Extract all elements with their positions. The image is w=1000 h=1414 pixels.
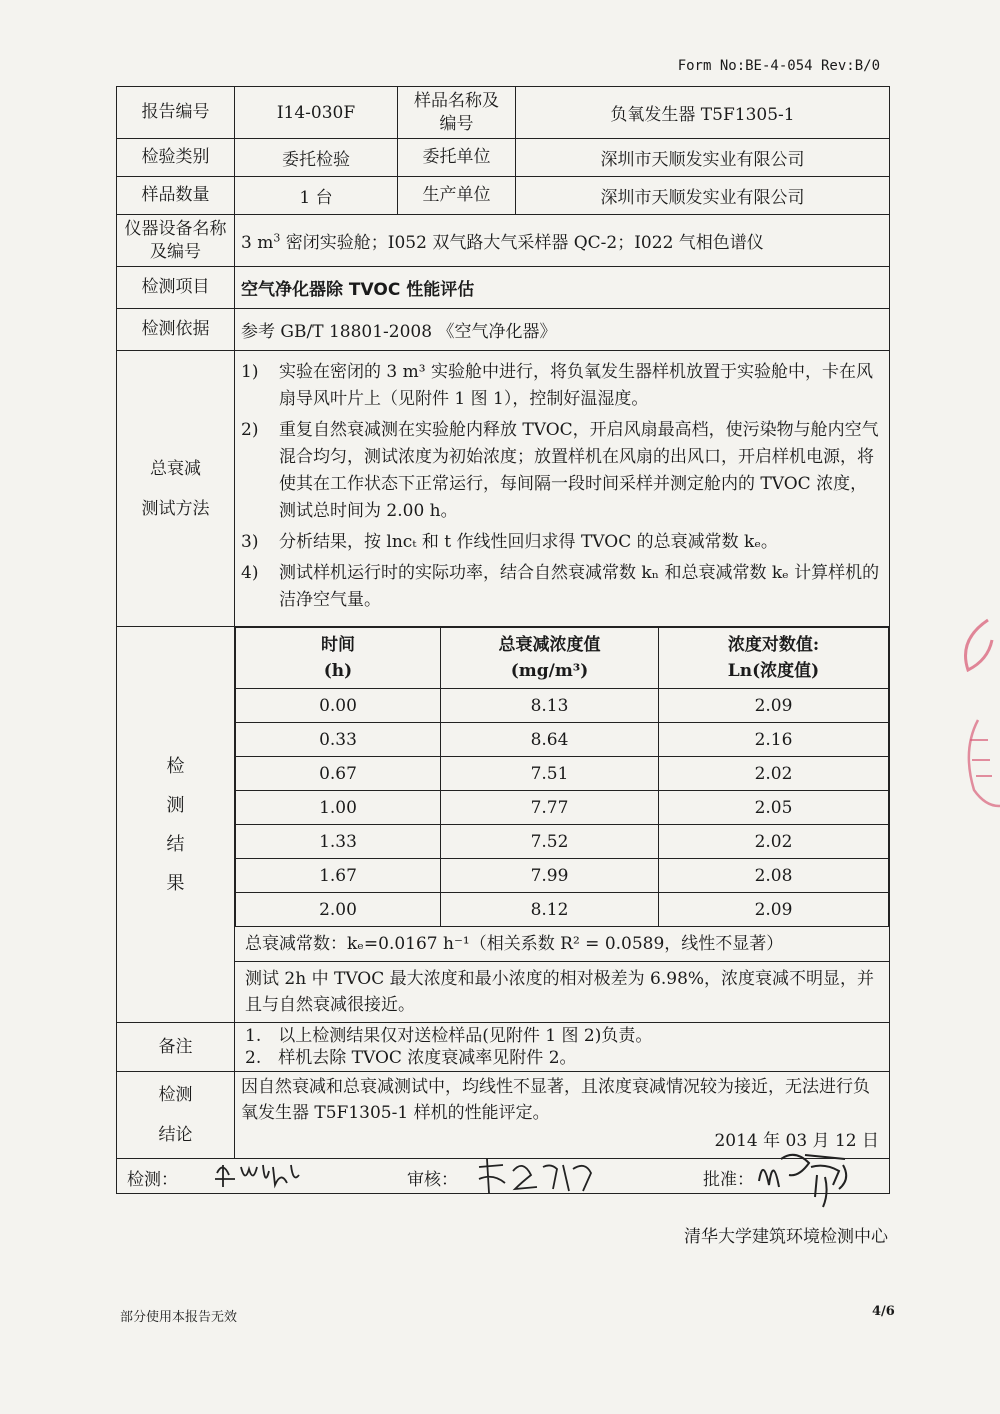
footer-note: 部分使用本报告无效 [120,1310,238,1325]
signatures [117,1159,890,1194]
time-cell: 1.33 [236,825,441,859]
method-step [241,529,883,556]
time-cell: 2.00 [236,893,441,927]
concentration-cell: 7.52 [441,825,659,859]
conclusion-label [117,1072,235,1159]
table-row [236,757,889,791]
concentration-cell: 8.64 [441,723,659,757]
conclusion-label-2: 结论 [158,1125,193,1145]
row-report-no [117,87,890,139]
method-step [241,417,883,525]
row-remarks [117,1023,890,1072]
concentration-cell: 8.12 [441,893,659,927]
approved-signature [755,1145,875,1215]
client: 深圳市天顺发实业有限公司 [516,139,890,177]
form-number: Form No:BE-4-054 Rev:B/0 [677,58,880,74]
inspection-type: 委托检验 [235,139,398,177]
basis: 参考 GB/T 18801-2008 《空气净化器》 [235,309,890,351]
row-basis [117,309,890,351]
approved-label: 批准： [703,1170,754,1190]
concentration-cell: 7.77 [441,791,659,825]
method-step-text: 重复自然衰减测在实验舱内释放 TVOC，开启风扇最高档，使污染物与舱内空气混合均匀，测试浓度为初始浓度；放置样机在风扇的出风口，开启样机电源，将使其在工作状态下正常运行，每间隔一段时间采样并测定舱内的 TVOC 浓度，测试总时间为 2.00 h。 [279,420,879,521]
row-inspection-type [117,139,890,177]
row-sample-qty [117,177,890,215]
conclusion-text: 因自然衰减和总衰减测试中，均线性不显著，且浓度衰减情况较为接近，无法进行负氧发生器 T5F1305-1 样机的性能评定。 [241,1077,870,1123]
sample-qty: 1 台 [235,177,398,215]
ln-cell: 2.09 [659,689,889,723]
sample-name-label: 样品名称及编号 [398,87,516,139]
table-row [236,723,889,757]
results-summary: 测试 2h 中 TVOC 最大浓度和最小浓度的相对极差为 6.98%，浓度衰减不明显，并且与自然衰减很接近。 [245,969,875,1015]
method-step-number: 2) [241,420,259,440]
remarks-label: 备注 [117,1023,235,1072]
method-step-number: 4) [241,563,259,583]
method-steps [241,355,883,622]
sample-qty-label: 样品数量 [117,177,235,215]
table-row [236,791,889,825]
concentration-cell: 8.13 [441,689,659,723]
table-row [236,825,889,859]
method-step-number: 1) [241,362,259,382]
remark-item: 2. 样机去除 TVOC 浓度衰减率见附件 2。 [245,1048,577,1068]
time-cell: 0.67 [236,757,441,791]
results-label-char-1: 检 [166,755,185,777]
method-step-text: 测试样机运行时的实际功率，结合自然衰减常数 kₙ 和总衰减常数 kₑ 计算样机的洁净空气量。 [279,563,880,610]
remarks-content [235,1023,890,1072]
row-method [117,351,890,627]
ln-cell: 2.02 [659,757,889,791]
item-label: 检测项目 [117,267,235,309]
conclusion-date: 2014 年 03 月 12 日 [714,1131,879,1151]
ln-cell: 2.16 [659,723,889,757]
decay-constant: 总衰减常数：kₑ=0.0167 h⁻¹（相关系数 R² = 0.0589，线性不显著） [235,927,889,962]
col-ln-header [659,628,889,689]
table-row [236,859,889,893]
manufacturer-label: 生产单位 [398,177,516,215]
time-cell: 0.33 [236,723,441,757]
method-step-number: 3) [241,532,259,552]
seal-stamp-icon [948,600,1000,830]
ln-cell: 2.02 [659,825,889,859]
page-number: 4/6 [872,1304,895,1319]
inspection-type-label: 检验类别 [117,139,235,177]
col-conc-header [441,628,659,689]
method-step-text: 实验在密闭的 3 m³ 实验舱中进行，将负氧发生器样机放置于实验舱中，卡在风扇导风叶片上（见附件 1 图 1），控制好温湿度。 [279,362,873,409]
row-equipment [117,215,890,267]
ln-header-2: Ln(浓度值) [727,661,820,681]
remark-item: 1. 以上检测结果仅对送检样品(见附件 1 图 2)负责。 [245,1026,653,1046]
organization: 清华大学建筑环境检测中心 [684,1227,888,1247]
method-step [241,359,883,413]
manufacturer: 深圳市天顺发实业有限公司 [516,177,890,215]
ln-cell: 2.09 [659,893,889,927]
report-no-label: 报告编号 [117,87,235,139]
method-step-text: 分析结果，按 lncₜ 和 t 作线性回归求得 TVOC 的总衰减常数 kₑ。 [279,532,778,552]
method-label-1: 总衰减 [150,458,201,479]
equipment-a: 3 m [241,233,274,253]
col-time-header [236,628,441,689]
method-label-2: 测试方法 [141,498,210,519]
time-header-1: 时间 [321,635,355,655]
equipment-b: 密闭实验舱；I052 双气路大气采样器 QC-2；I022 气相色谱仪 [280,233,764,253]
conc-header-2: (mg/m³) [510,661,589,681]
ln-cell: 2.08 [659,859,889,893]
results-label-char-2: 测 [166,794,185,816]
method-label [117,351,235,627]
results-label-char-3: 结 [166,833,185,855]
item: 空气净化器除 TVOC 性能评估 [235,267,890,309]
report-table [116,86,890,1194]
reviewed-signature [473,1153,603,1197]
row-signatures [117,1159,890,1194]
report-no: I14-030F [235,87,398,139]
row-item [117,267,890,309]
results-content [235,627,890,1023]
method-step [241,560,883,614]
row-results [117,627,890,1023]
table-row [236,689,889,723]
concentration-cell: 7.99 [441,859,659,893]
table-row [236,893,889,927]
ln-cell: 2.05 [659,791,889,825]
reviewed-label: 审核： [407,1170,458,1190]
sample-name: 负氧发生器 T5F1305-1 [516,87,890,139]
client-label: 委托单位 [398,139,516,177]
results-table [235,627,889,927]
equipment-sup: 3 [273,231,281,245]
equipment-label: 仪器设备名称及编号 [117,215,235,267]
results-body [236,689,889,927]
time-cell: 1.00 [236,791,441,825]
equipment [235,215,890,267]
time-header-2: (h) [323,661,353,681]
conclusion-label-1: 检测 [158,1085,193,1105]
conc-header-1: 总衰减浓度值 [498,635,601,655]
time-cell: 1.67 [236,859,441,893]
tested-label: 检测： [127,1170,178,1190]
time-cell: 0.00 [236,689,441,723]
basis-label: 检测依据 [117,309,235,351]
concentration-cell: 7.51 [441,757,659,791]
results-label [117,627,235,1023]
ln-header-1: 浓度对数值: [727,635,820,655]
tested-signature [209,1153,309,1193]
results-label-char-4: 果 [166,872,185,894]
results-header-row [236,628,889,689]
method-content [235,351,890,627]
